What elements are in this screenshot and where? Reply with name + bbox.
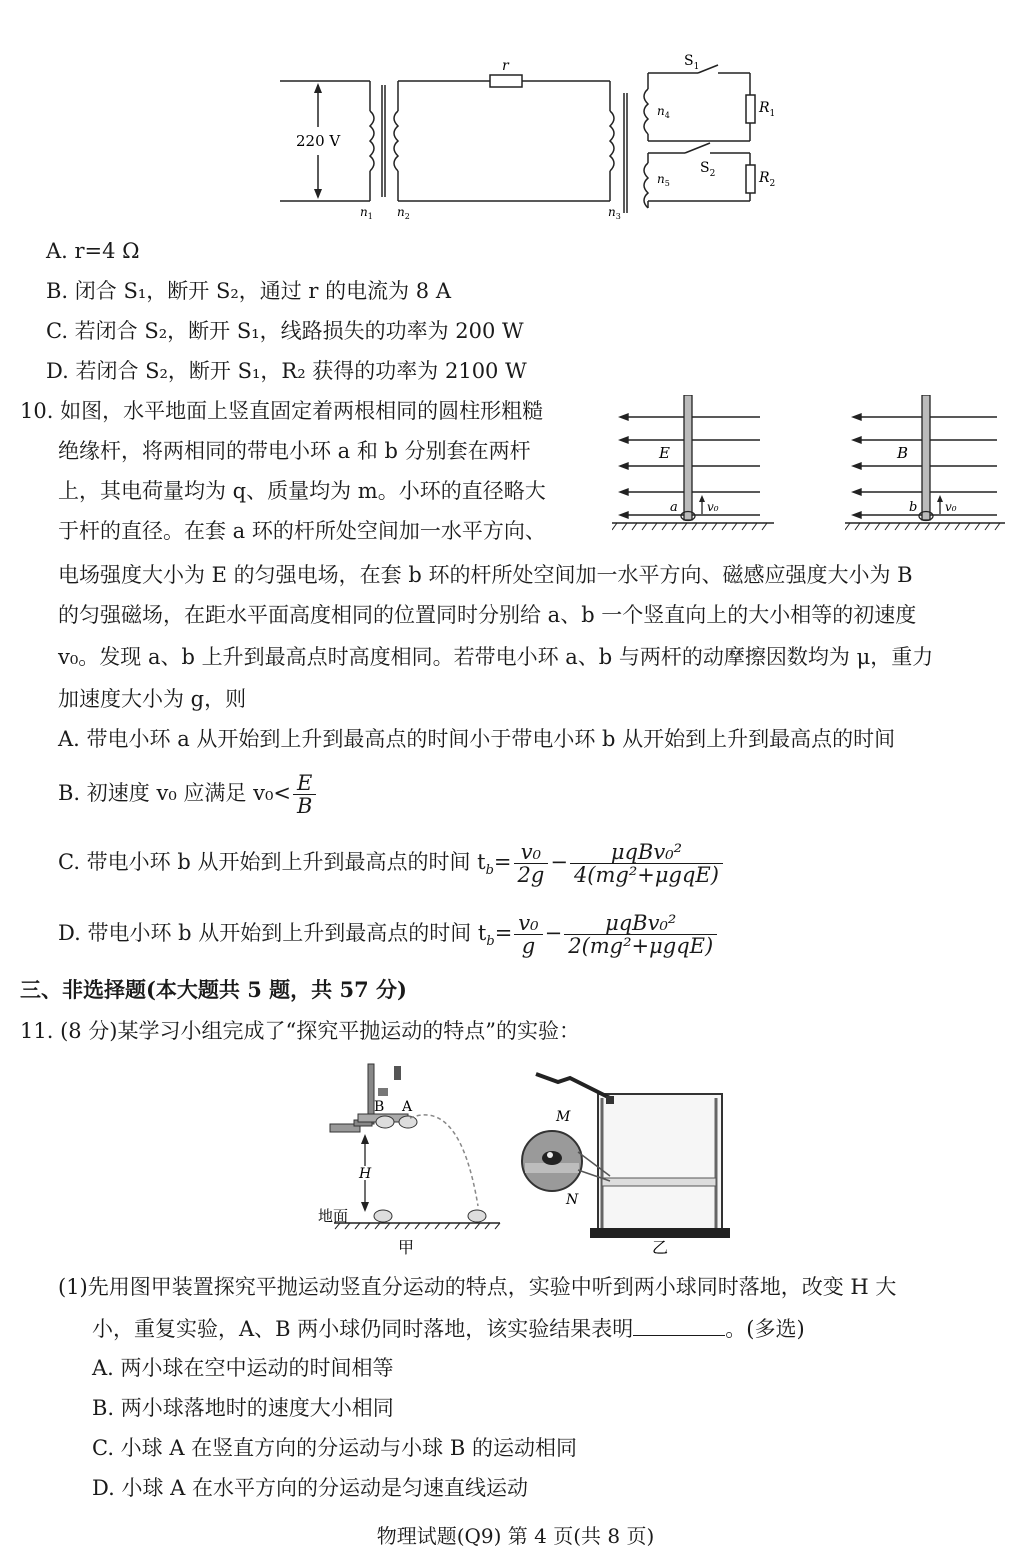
q11-option-c: C. 小球 A 在竖直方向的分运动与小球 B 的运动相同: [92, 1436, 577, 1460]
q9-option-a: A. r=4 Ω: [46, 239, 140, 263]
q10-option-c-f1-num: v₀: [514, 841, 549, 864]
n2-label: n: [397, 205, 405, 219]
q9-option-b: B. 闭合 S₁，断开 S₂，通过 r 的电流为 8 A: [46, 279, 452, 303]
q9-option-c: C. 若闭合 S₂，断开 S₁，线路损失的功率为 200 W: [46, 319, 524, 343]
q10-line-4: 于杆的直径。在套 a 环的杆所处空间加一水平方向、: [58, 519, 546, 543]
q10-option-d: D. 带电小环 b 从开始到上升到最高点的时间 $t_b=$ $\frac{\text{v₀}}{g}$ − $\frac{\text{μqBv₀²}}{\text{2(mg²+μgqE)}}$: [58, 908, 719, 958]
q11-part1-line-2b: 。(多选): [725, 1317, 805, 1341]
q10-option-c-f1-den: 2g: [517, 863, 545, 887]
q10-option-c: C. 带电小环 b 从开始到上升到最高点的时间 $t_b=$ $\frac{\text{v₀}}{2g}$ − $\frac{\text{μqBv₀²}}{\text{4(mg²+μgqE)}}$: [58, 837, 725, 887]
q10-option-c-text: C. 带电小环 b 从开始到上升到最高点的时间 t: [58, 850, 486, 874]
n1-label: n: [360, 205, 368, 219]
q11-part1-line-1: (1)先用图甲装置探究平抛运动竖直分运动的特点，实验中听到两小球同时落地，改变 H 大: [58, 1275, 897, 1299]
r2-label: R: [759, 170, 770, 186]
r-label: r: [502, 58, 509, 74]
fig-jia-a-label: A: [402, 1099, 413, 1115]
q10-line-5: 电场强度大小为 E 的匀强电场，在套 b 环的杆所处空间加一水平方向、磁感应强度大小为 B: [58, 563, 913, 587]
s2-sub: 2: [709, 169, 716, 179]
q11-option-b: B. 两小球落地时的速度大小相同: [92, 1396, 394, 1420]
fig-jia-h-label: H: [359, 1166, 372, 1182]
fig-jia-ground-label: 地面: [318, 1207, 349, 1225]
svg-text:n2: [397, 205, 410, 221]
fig-yi-m-label: M: [556, 1109, 571, 1125]
q10-option-b-num: E: [293, 772, 316, 795]
s1-sub: 1: [693, 62, 700, 72]
q11-part1-line-2a: 小，重复实验，A、B 两小球仍同时落地，该实验结果表明: [92, 1317, 634, 1341]
q10-option-d-f1-num: v₀: [514, 912, 542, 935]
q11-option-a: A. 两小球在空中运动的时间相等: [92, 1356, 394, 1380]
r2-sub: 2: [769, 179, 776, 189]
q10-option-a: A. 带电小环 a 从开始到上升到最高点的时间小于带电小环 b 从开始到上升到最高点的时间: [58, 727, 896, 751]
r1-label: R: [759, 100, 770, 116]
fig-a-label: a: [670, 500, 678, 515]
s2-label: S: [700, 160, 710, 176]
q11-figure-jia: [310, 1058, 510, 1263]
q10-magnetic-field-figure: [845, 395, 1015, 535]
n1-sub: 1: [367, 212, 373, 221]
svg-text:n3: [608, 205, 621, 221]
q9-option-d: D. 若闭合 S₂，断开 S₁，R₂ 获得的功率为 2100 W: [46, 359, 527, 383]
svg-text:n1: [360, 205, 373, 221]
q11-intro: 11. (8 分)某学习小组完成了“探究平抛运动的特点”的实验：: [20, 1019, 580, 1043]
svg-text:S2: [700, 160, 715, 179]
n4-label: n: [657, 104, 665, 118]
fig-yi-n-label: N: [566, 1192, 579, 1208]
fig-yi-caption: 乙: [652, 1238, 669, 1257]
q10-option-b: [58, 768, 318, 818]
q10-option-d-text: D. 带电小环 b 从开始到上升到最高点的时间 t: [58, 921, 487, 945]
q10-option-d-f2-num: μqBv₀²: [564, 912, 717, 935]
fig-b-label: B: [897, 444, 909, 462]
q10-option-b-den: B: [296, 794, 313, 818]
n5-label: n: [657, 172, 665, 186]
page-footer: 物理试题(Q9) 第 4 页(共 8 页): [376, 1524, 655, 1548]
fig-v0-label-a: v₀: [707, 500, 719, 514]
q10-line-3: 上，其电荷量均为 q、质量均为 m。小环的直径略大: [58, 479, 546, 503]
q10-line-1: 10. 如图，水平地面上竖直固定着两根相同的圆柱形粗糙: [20, 399, 544, 423]
q10-line-2: 绝缘杆，将两相同的带电小环 a 和 b 分别套在两杆: [58, 439, 531, 463]
n3-sub: 3: [615, 212, 621, 221]
n5-sub: 5: [664, 179, 670, 188]
q11-figure-yi: [510, 1068, 740, 1263]
r1-sub: 1: [769, 109, 776, 119]
svg-text:S1: [684, 53, 699, 72]
q10-line-8: 加速度大小为 g，则: [58, 687, 247, 711]
n4-sub: 4: [664, 111, 670, 120]
n3-label: n: [608, 205, 616, 219]
q10-option-c-f2-den: 4(mg²+μgqE): [573, 863, 719, 887]
answer-blank[interactable]: [633, 1313, 725, 1336]
q10-electric-field-figure: [612, 395, 782, 535]
q10-option-b-text: B. 初速度 v₀ 应满足 v₀<: [58, 781, 291, 805]
q10-line-6: 的匀强磁场，在距水平面高度相同的位置同时分别给 a、b 一个竖直向上的大小相等的初速度: [58, 603, 917, 627]
q11-option-d: D. 小球 A 在水平方向的分运动是匀速直线运动: [92, 1476, 528, 1500]
svg-text:R1: [758, 100, 775, 119]
svg-text:n4: [657, 104, 670, 120]
q10-option-d-f2-den: 2(mg²+μgqE): [568, 934, 714, 958]
q10-option-c-f2-num: μqBv₀²: [570, 841, 723, 864]
fig-e-label: E: [659, 444, 670, 462]
q10-line-7: v₀。发现 a、b 上升到最高点时高度相同。若带电小环 a、b 与两杆的动摩擦因数均为 μ，重力: [58, 645, 934, 669]
fig-jia-caption: 甲: [398, 1238, 415, 1257]
fig-v0-label-b: v₀: [945, 500, 957, 514]
q11-part1-line-2: [92, 1313, 805, 1344]
fig-jia-b-label: B: [374, 1099, 385, 1115]
section-3-title: 三、非选择题(本大题共 5 题，共 57 分): [20, 977, 407, 1002]
svg-text:R2: [758, 170, 775, 189]
fig-b-ring-label: b: [909, 500, 918, 515]
svg-text:n5: [657, 172, 670, 188]
n2-sub: 2: [404, 212, 410, 221]
voltage-label: 220 V: [296, 132, 341, 150]
transformer-circuit-diagram: [270, 45, 790, 230]
s1-label: S: [684, 53, 694, 69]
q10-option-d-f1-den: g: [521, 934, 536, 958]
